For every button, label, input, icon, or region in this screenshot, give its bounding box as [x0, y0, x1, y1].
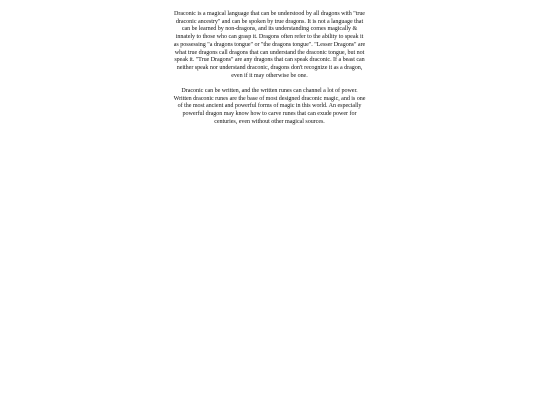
paragraph-draconic-language: Draconic is a magical language that can be understood by all dragons with "true draconic ancestry" and can be spoken by true dragons. It is not a language that can be learned by non-dragons, and its understanding comes magically & innately to those who can grasp it. Dragons often refer to the ability to speak it as possessing "a dragons tongue" or "the dragons tongue". "Lesser Dragons" are what true dragons call dragons that can understand the draconic tongue, but not speak it. "True Dragons" are any dragons that can speak draconic. If a beast can neither speak nor understand draconic, dragons don't recognize it as a dragon, even if it may otherwise be one.	[173, 11, 366, 79]
paragraph-draconic-runes: Draconic can be written, and the written runes can channel a lot of power. Written draconic runes are the base of most designed draconic magic, and is one of the most ancient and powerful forms of magic in this world. An especially powerful dragon may know how to carve runes that can exude power for centuries, even without other magical sources.	[173, 87, 366, 125]
article-body	[173, 11, 366, 134]
